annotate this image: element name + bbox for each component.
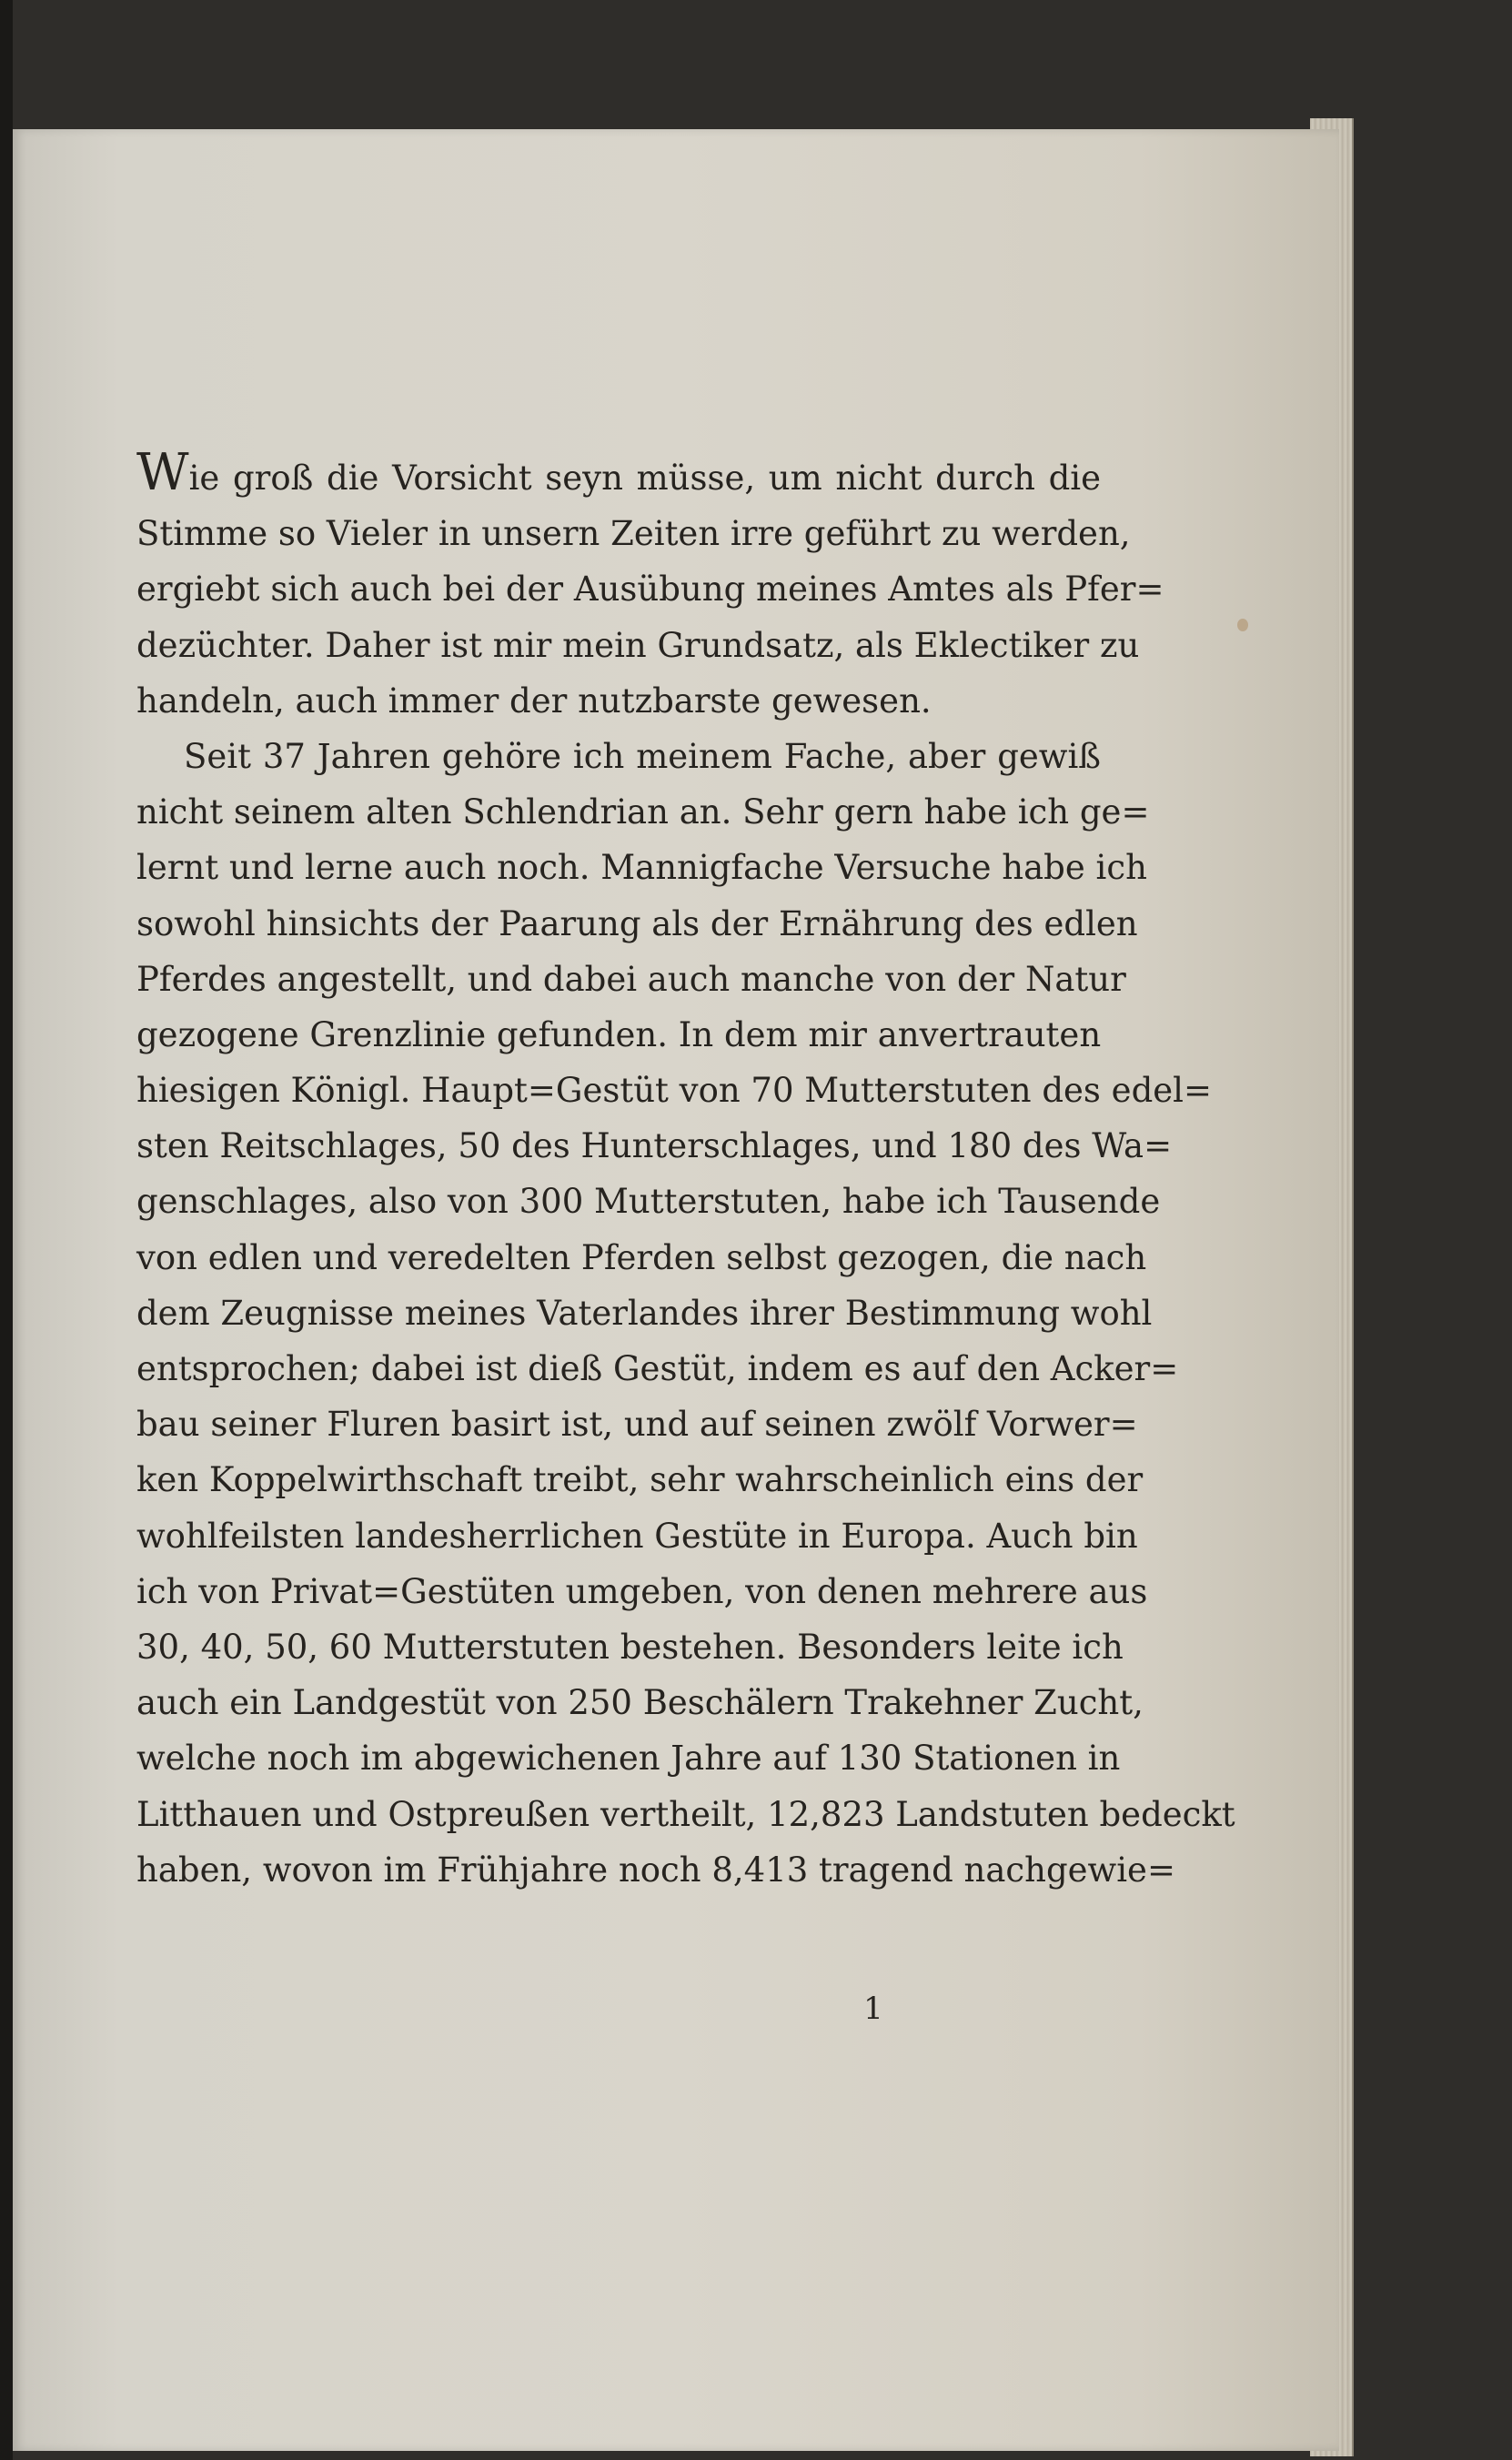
text-line-10: Pferdes angestellt, und dabei auch manche von der Natur — [136, 959, 1126, 999]
text-line-26: haben, wovon im Frühjahre noch 8,413 tragend nachgewie= — [136, 1850, 1175, 1890]
text-line-12: hiesigen Königl. Haupt=Gestüt von 70 Mutterstuten des edel= — [136, 1071, 1212, 1111]
book-binding — [0, 0, 13, 2460]
text-line-17: entsprochen; dabei ist dieß Gestüt, indem es auf den Acker= — [136, 1349, 1179, 1388]
text-line-14: genschlages, also von 300 Mutterstuten, habe ich Tausende — [136, 1182, 1161, 1222]
text-line-19: ken Koppelwirthschaft treibt, sehr wahrscheinlich eins der — [136, 1460, 1144, 1500]
text-line-1 — [136, 443, 1101, 506]
text-line-16: dem Zeugnisse meines Vaterlandes ihrer Bestimmung wohl — [136, 1293, 1153, 1333]
text-line-5: handeln, auch immer der nutzbarste gewesen. — [136, 681, 932, 721]
text-line-1-content: ie groß die Vorsicht seyn müsse, um nicht durch die — [188, 459, 1101, 498]
text-line-13: sten Reitschlages, 50 des Hunterschlages, und 180 des Wa= — [136, 1126, 1173, 1166]
text-line-15: von edlen und veredelten Pferden selbst gezogen, die nach — [136, 1237, 1147, 1277]
text-line-9: sowohl hinsichts der Paarung als der Ernährung des edlen — [136, 903, 1138, 943]
text-line-25: Litthauen und Ostpreußen vertheilt, 12,823 Landstuten bedeckt — [136, 1794, 1235, 1834]
text-line-21: ich von Privat=Gestüten umgeben, von denen mehrere aus — [136, 1571, 1148, 1611]
text-line-2: Stimme so Vieler in unsern Zeiten irre geführt zu werden, — [136, 514, 1131, 554]
text-line-6: Seit 37 Jahren gehöre ich meinem Fache, aber gewiß — [184, 736, 1101, 776]
text-line-18: bau seiner Fluren basirt ist, und auf seinen zwölf Vorwer= — [136, 1405, 1138, 1445]
text-line-4: dezüchter. Daher ist mir mein Grundsatz, als Eklectiker zu — [136, 625, 1140, 665]
text-line-8: lernt und lerne auch noch. Mannigfache Versuche habe ich — [136, 848, 1147, 888]
body-text — [136, 443, 1235, 1898]
text-line-22: 30, 40, 50, 60 Mutterstuten bestehen. Besonders leite ich — [136, 1627, 1124, 1667]
text-line-23: auch ein Landgestüt von 250 Beschälern Trakehner Zucht, — [136, 1683, 1144, 1723]
drop-initial: W — [136, 443, 189, 502]
text-line-7: nicht seinem alten Schlendrian an. Sehr gern habe ich ge= — [136, 792, 1150, 832]
text-line-24: welche noch im abgewichenen Jahre auf 130 Stationen in — [136, 1739, 1121, 1779]
text-line-20: wohlfeilsten landesherrlichen Gestüte in Europa. Auch bin — [136, 1516, 1138, 1556]
page-number: 1 — [863, 1991, 883, 2027]
text-line-3: ergiebt sich auch bei der Ausübung meines Amtes als Pfer= — [136, 570, 1164, 610]
paper-stain — [1237, 619, 1248, 631]
text-line-11: gezogene Grenzlinie gefunden. In dem mir anvertrauten — [136, 1014, 1102, 1054]
